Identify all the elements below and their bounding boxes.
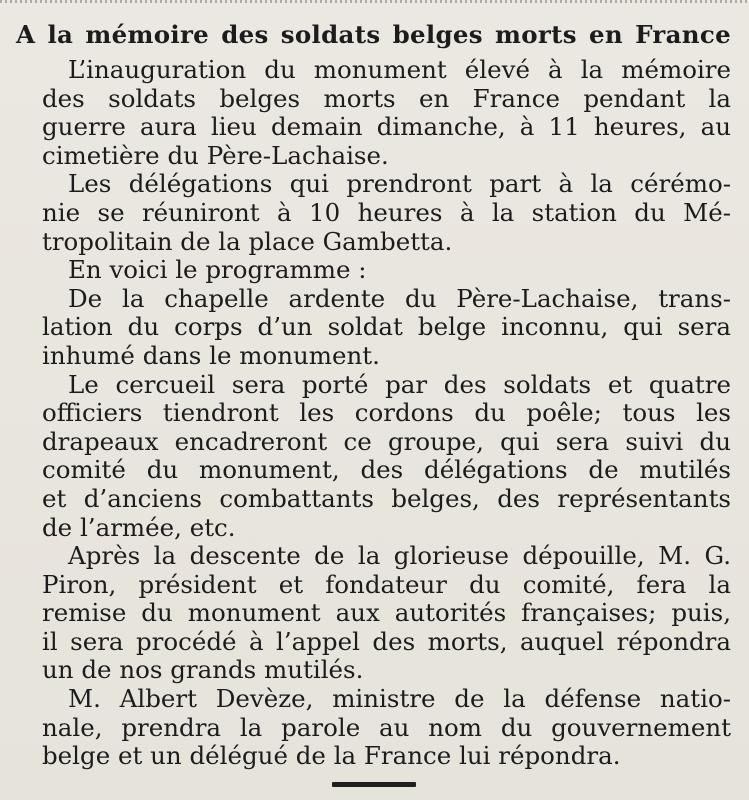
- text-line: remise du monument aux autorités françaises; puis,: [42, 598, 731, 628]
- text-line: tropolitain de la place Gambetta.: [42, 226, 453, 256]
- text-line: nale, prendra la parole au nom du gouvernement: [42, 712, 731, 742]
- text-line: officiers tiendront les cordons du poêle; tous les: [42, 398, 731, 428]
- text-line: cimetière du Père-Lachaise.: [42, 140, 389, 170]
- text-line: Après la descente de la glorieuse dépouille, M. G.: [68, 541, 731, 571]
- article-end-rule: [332, 782, 416, 787]
- text-line: De la chapelle ardente du Père-Lachaise, trans-: [68, 283, 731, 313]
- text-line: Le cercueil sera porté par des soldats et quatre: [68, 369, 731, 399]
- article-body: [16, 56, 731, 771]
- text-line: lation du corps d’un soldat belge inconnu, qui sera: [42, 312, 731, 342]
- paragraph-delegations: [16, 170, 731, 256]
- text-line: M. Albert Devèze, ministre de la défense natio-: [68, 684, 731, 714]
- paragraph-cercueil: [16, 371, 731, 543]
- text-line: un de nos grands mutilés.: [42, 655, 364, 685]
- text-line: inhumé dans le monument.: [42, 340, 380, 370]
- text-line: des soldats belges morts en France pendant la: [42, 83, 731, 113]
- text-line: guerre aura lieu demain dimanche, à 11 heures, au: [42, 112, 731, 142]
- text-line: drapeaux encadreront ce groupe, qui sera suivi du: [42, 426, 731, 456]
- text-line: il sera procédé à l’appel des morts, auquel répondra: [42, 626, 731, 656]
- text-line: belge et un délégué de la France lui répondra.: [42, 741, 621, 771]
- paragraph-piron: [16, 542, 731, 685]
- text-line: Piron, président et fondateur du comité, fera la: [42, 569, 731, 599]
- text-line: nie se réuniront à 10 heures à la station du Mé-: [42, 197, 731, 227]
- text-line: En voici le programme :: [68, 255, 367, 285]
- paragraph-chapelle: [16, 285, 731, 371]
- paragraph-programme-intro: [16, 256, 731, 285]
- text-line: comité du monument, des délégations de mutilés: [42, 455, 731, 485]
- text-line: et d’anciens combattants belges, des représentants: [42, 483, 731, 513]
- text-line: de l’armée, etc.: [42, 512, 236, 542]
- text-line: Les délégations qui prendront part à la cérémo-: [68, 169, 731, 199]
- article-headline: A la mémoire des soldats belges morts en France: [16, 20, 731, 49]
- top-border-rule: [0, 0, 749, 3]
- text-line: L’inauguration du monument élevé à la mémoire: [68, 55, 731, 84]
- paragraph-inauguration: [16, 56, 731, 170]
- paragraph-deveze: [16, 685, 731, 771]
